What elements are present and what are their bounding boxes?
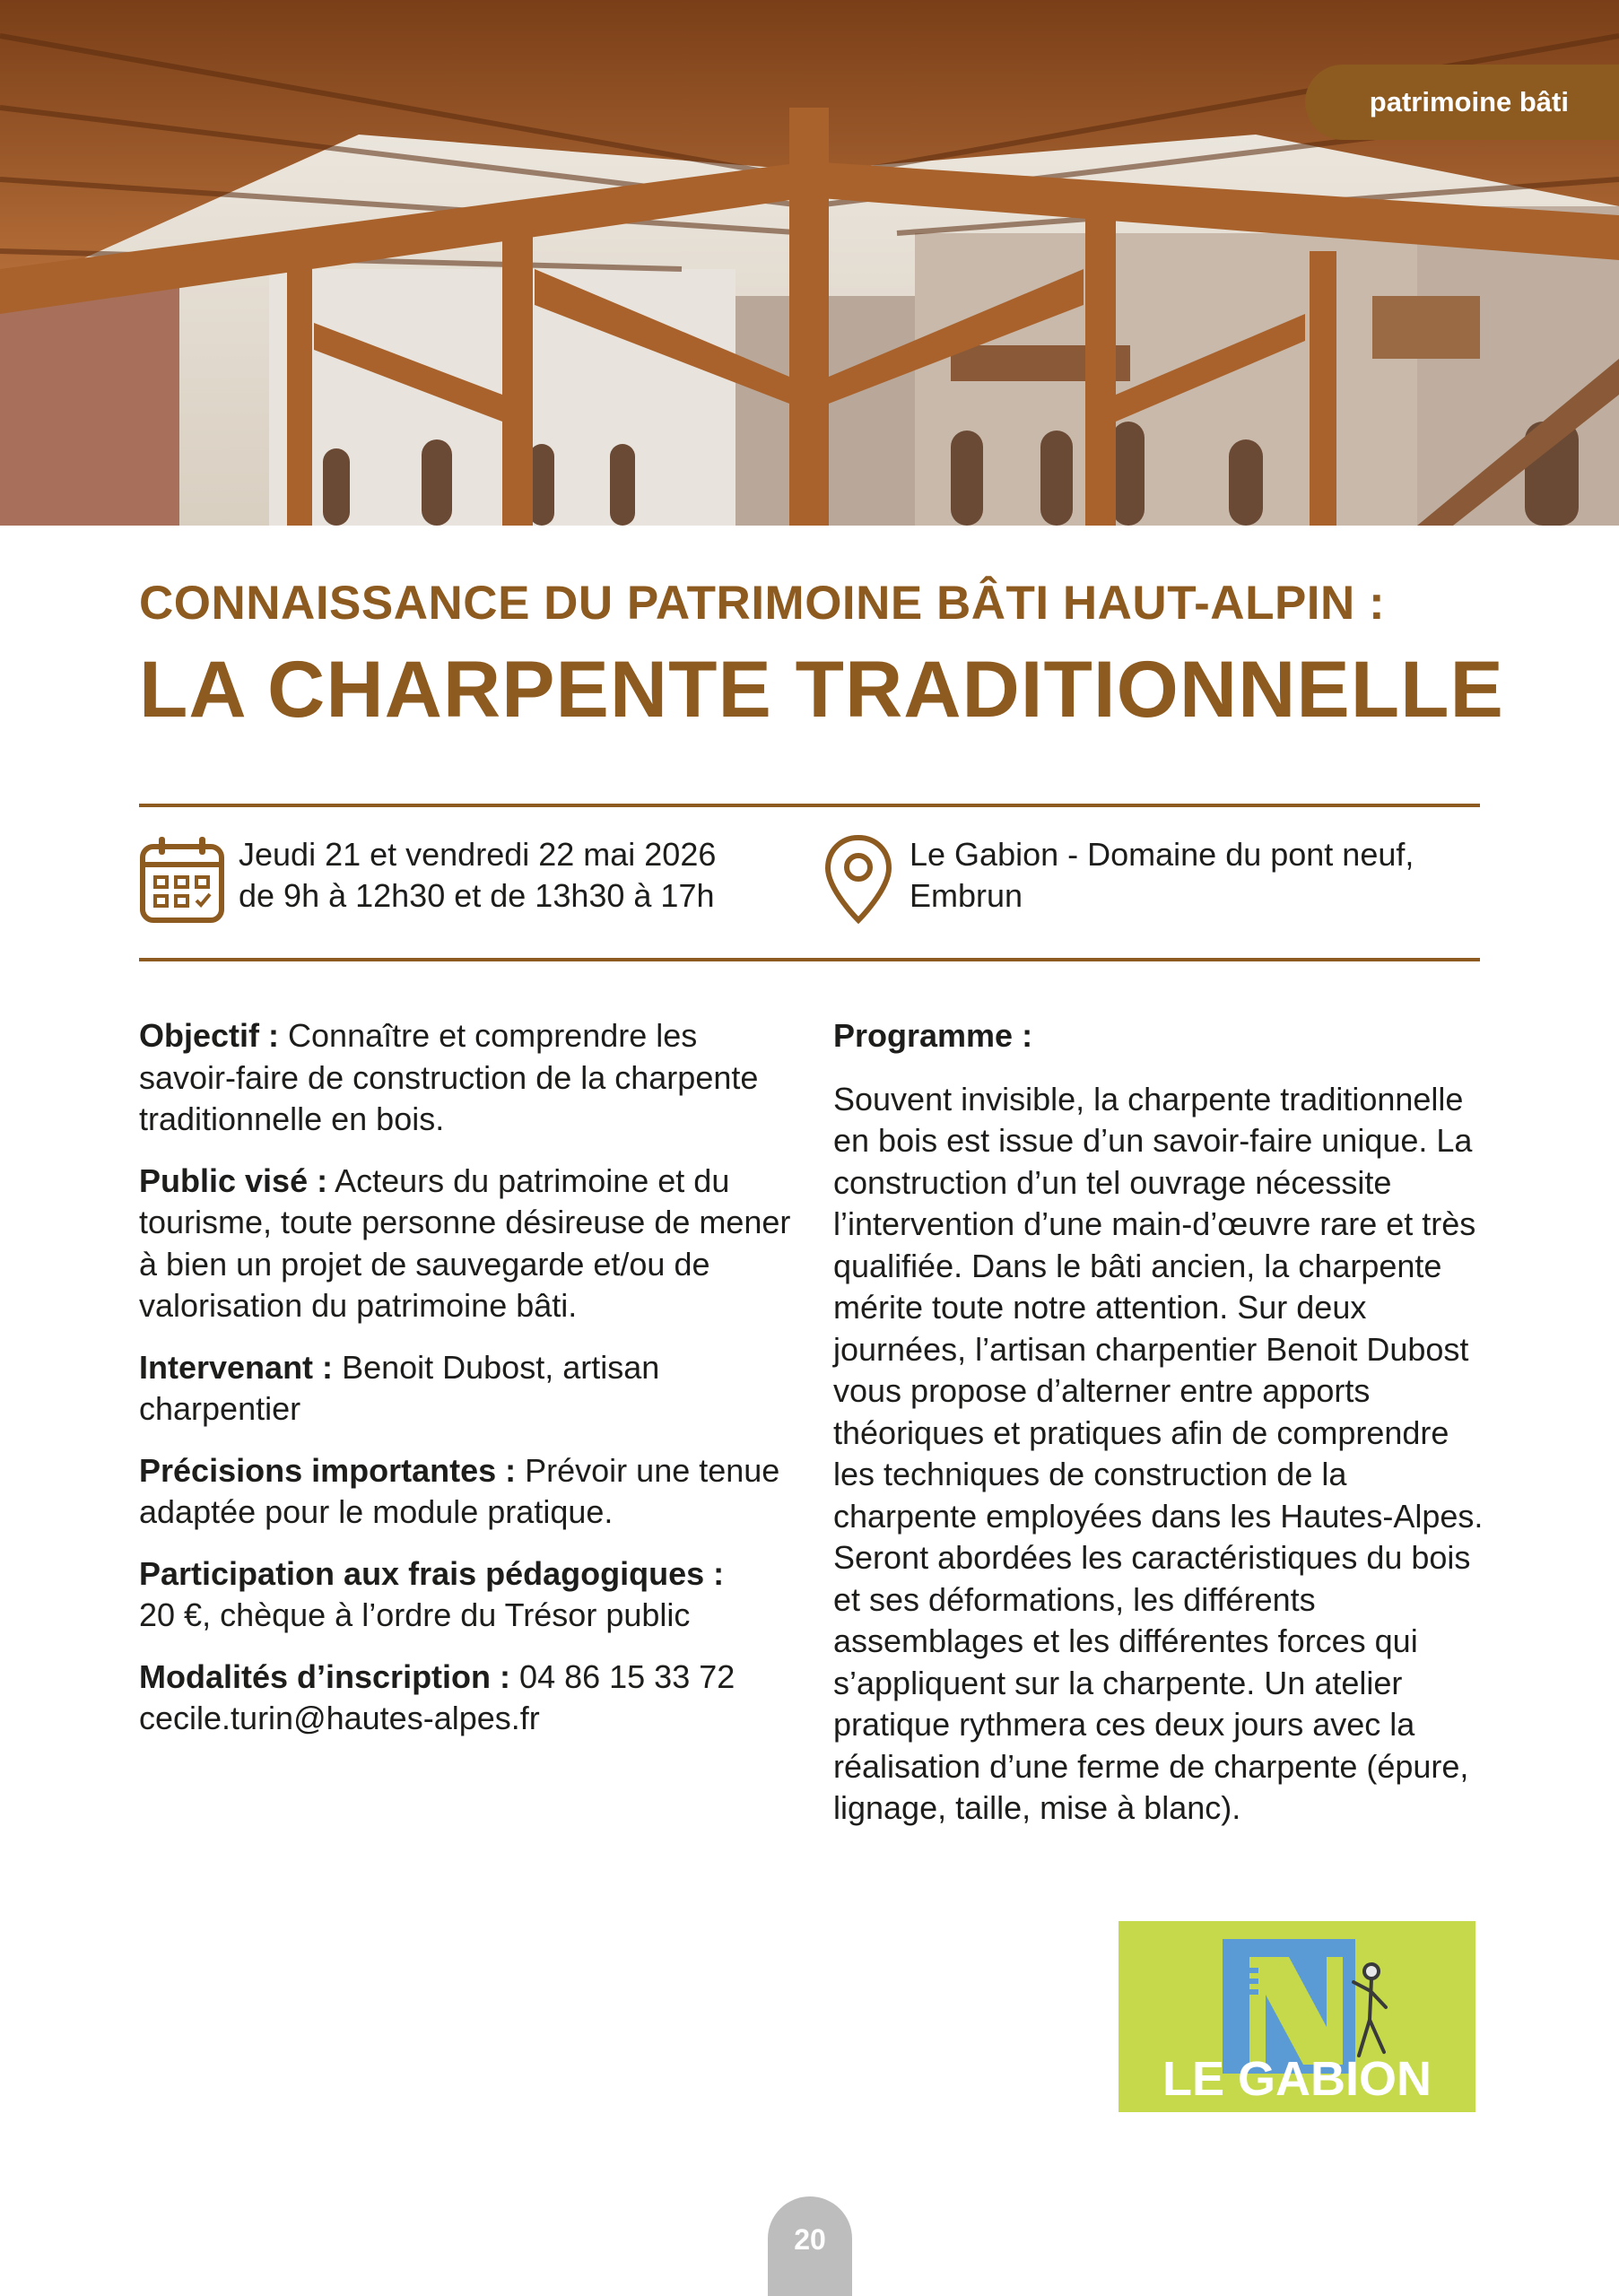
participation-text: 20 €, chèque à l’ordre du Trésor public bbox=[139, 1596, 691, 1633]
intervenant-label: Intervenant : bbox=[139, 1348, 334, 1386]
programme-label: Programme : bbox=[833, 1017, 1033, 1054]
page-title bbox=[139, 570, 1504, 737]
category-tag: patrimoine bâti bbox=[1305, 65, 1619, 140]
divider-top bbox=[139, 804, 1480, 807]
title-supertitle: CONNAISSANCE DU PATRIMOINE BÂTI HAUT-ALPIN : bbox=[139, 577, 1386, 630]
title-main: LA CHARPENTE TRADITIONNELLE bbox=[139, 644, 1504, 734]
date-line: Jeudi 21 et vendredi 22 mai 2026 bbox=[239, 836, 717, 873]
programme-text: Souvent invisible, la charpente traditionnelle en bois est issue d’un savoir-faire unique. La construction d’un tel ouvrage nécessite l’intervention d’une main-d’œuvre rare et très qualifiée. Dans le bâti ancien, la charpente mérite toute notre attention. Sur deux journées, l’artisan charpentier Benoit Dubost vous propose d’alterner entre apports théoriques et pratiques afin de comprendre les techniques de construction de la charpente employées dans les Hautes-Alpes. Seront abordées les caractéristiques du bois et ses déformations, les différents assemblages et les différentes forces qui s’appliquent sur la charpente. Un atelier pratique rythmera ces deux jours avec la réalisation d’une ferme de charpente (épure, lignage, taille, mise à blanc). bbox=[833, 1080, 1484, 1826]
calendar-icon bbox=[139, 834, 225, 924]
hours-line: de 9h à 12h30 et de 13h30 à 17h bbox=[239, 877, 715, 914]
public-text: Acteurs du patrimoine et du tourisme, toute personne désireuse de mener à bien un projet de sauvegarde et/ou de valorisation du patrimoine bâti. bbox=[139, 1161, 791, 1324]
public-paragraph bbox=[139, 1161, 803, 1327]
details-column bbox=[139, 1015, 803, 1760]
participation-paragraph bbox=[139, 1553, 803, 1637]
page-number: 20 bbox=[768, 2196, 852, 2296]
public-label: Public visé : bbox=[139, 1161, 328, 1199]
objectif-paragraph bbox=[139, 1015, 803, 1141]
logo-wordmark: LE GABION bbox=[1162, 2052, 1432, 2106]
hero-photo bbox=[0, 0, 1619, 526]
divider-bottom bbox=[139, 958, 1480, 961]
modalites-label: Modalités d’inscription : bbox=[139, 1657, 511, 1695]
intervenant-paragraph bbox=[139, 1347, 803, 1431]
location-city: Embrun bbox=[910, 877, 1023, 914]
location-pin-icon bbox=[823, 834, 893, 924]
participation-label: Participation aux frais pédagogiques : bbox=[139, 1554, 725, 1592]
location-line: Le Gabion - Domaine du pont neuf, bbox=[910, 836, 1414, 873]
le-gabion-logo bbox=[1119, 1921, 1475, 2112]
objectif-text: Connaître et comprendre les savoir-faire de construction de la charpente traditionnelle en bois. bbox=[139, 1017, 759, 1137]
precisions-paragraph bbox=[139, 1450, 803, 1534]
modalites-paragraph bbox=[139, 1657, 803, 1740]
programme-column bbox=[833, 1015, 1488, 1849]
modalites-phone: 04 86 15 33 72 bbox=[519, 1657, 736, 1695]
contact-email[interactable]: cecile.turin@hautes-alpes.fr bbox=[139, 1700, 540, 1736]
precisions-label: Précisions importantes : bbox=[139, 1451, 517, 1489]
objectif-label: Objectif : bbox=[139, 1017, 280, 1054]
precisions-text: Prévoir une tenue adaptée pour le module pratique. bbox=[139, 1451, 780, 1530]
intervenant-text: Benoit Dubost, artisan charpentier bbox=[139, 1348, 660, 1427]
